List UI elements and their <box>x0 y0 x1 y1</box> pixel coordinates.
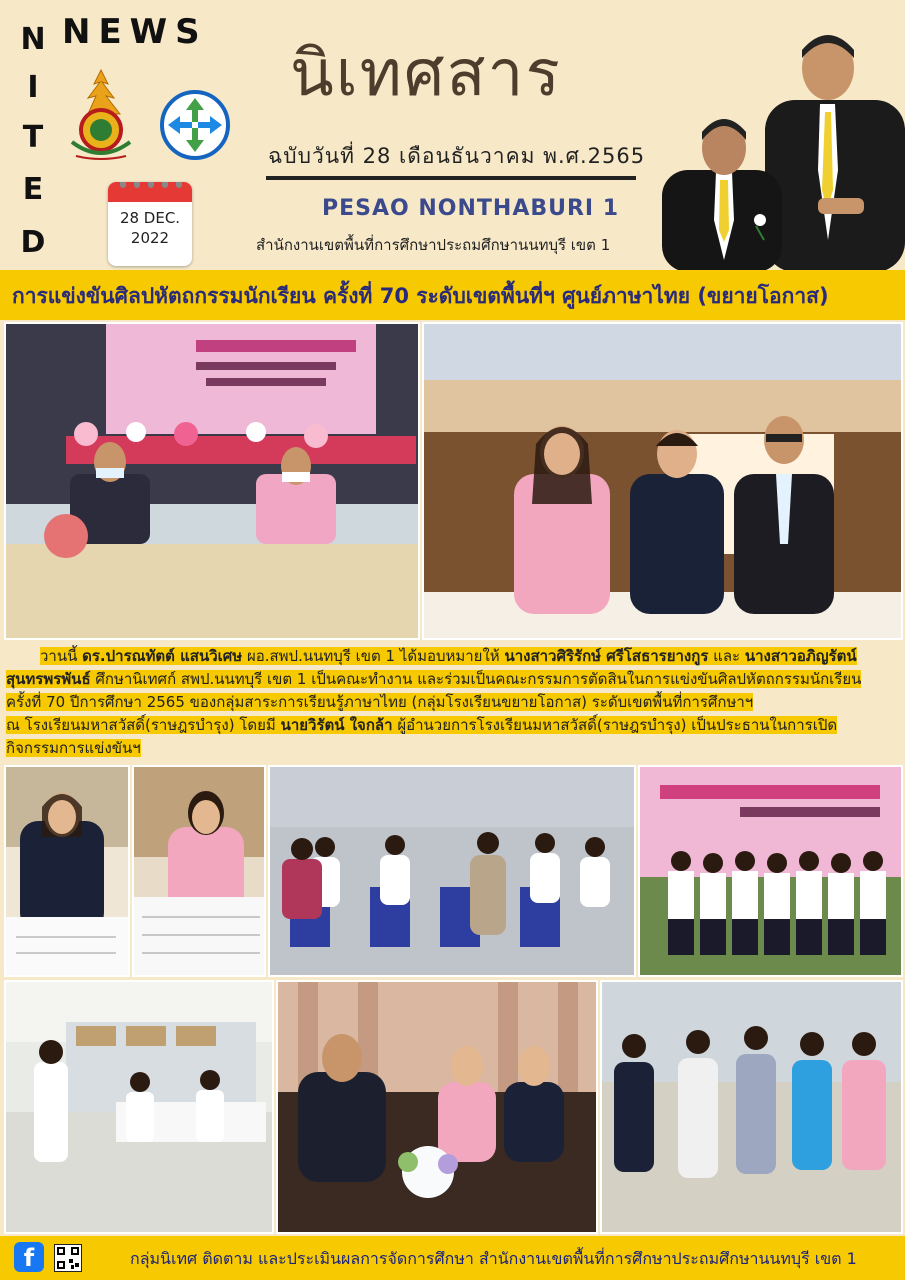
article-name-director: ดร.ปารณทัตต์ แสนวิเศษ <box>82 647 243 665</box>
issue-date: ฉบับวันที่ 28 เดือนธันวาคม พ.ศ.2565 <box>268 144 646 168</box>
article-text: ผู้อำนวยการโรงเรียนมหาสวัสดิ์(ราษฎรบำรุง) เป็นประธานในการเปิด <box>392 716 838 734</box>
article-paragraph <box>6 645 901 760</box>
photo-judge-writing-1 <box>4 765 130 977</box>
arrows-logo-icon <box>160 90 230 160</box>
photo-opening-ceremony <box>4 322 420 640</box>
photo-judge-writing-2 <box>132 765 266 977</box>
article-text: ผอ.สพป.นนทบุรี เขต 1 ได้มอบหมายให้ <box>242 647 505 665</box>
qr-code-icon[interactable] <box>54 1244 82 1272</box>
calendar-year: 2022 <box>130 229 170 247</box>
article-text: ณ โรงเรียนมหาสวัสดิ์(ราษฎรบำรุง) โดยมี <box>6 716 281 734</box>
masthead-letter-n: N <box>20 22 46 57</box>
article-line-5: กิจกรรมการแข่งขันฯ <box>6 739 141 757</box>
article-name-supervisor-1: นางสาวศิริรักษ์ ศรีโสธารยางกูร <box>504 647 709 665</box>
title-divider <box>266 176 636 180</box>
photo-judges-standing <box>422 322 903 640</box>
photo-students-seated <box>268 765 636 977</box>
calendar-icon <box>108 182 192 266</box>
news-label: NEWS <box>62 12 208 52</box>
masthead-letter-d: D <box>20 225 46 260</box>
article-text: และ <box>708 647 745 665</box>
photo-classroom-competition <box>4 980 274 1234</box>
article-name-principal: นายวิรัตน์ ใจกล้า <box>280 716 393 734</box>
obec-logo-icon <box>62 68 140 164</box>
masthead-letter-i: I <box>27 70 39 105</box>
footer-text: กลุ่มนิเทศ ติดตาม และประเมินผลการจัดการศึกษา สำนักงานเขตพื้นที่การศึกษาประถมศึกษานนทบุรี เขต 1 <box>130 1249 857 1268</box>
footer-bar <box>0 1236 905 1280</box>
calendar-day: 28 DEC. <box>119 209 181 227</box>
officials-portrait <box>660 20 905 272</box>
masthead-letter-t: T <box>22 120 44 155</box>
masthead-letter-e: E <box>22 172 44 207</box>
headline-banner <box>0 270 905 320</box>
article-name-supervisor-2a: นางสาวอภิญรัตน์ <box>744 647 857 665</box>
article-line-3: ครั้งที่ 70 ปีการศึกษา 2565 ของกลุ่มสาระการเรียนรู้ภาษาไทย (กลุ่มโรงเรียนขยายโอกาส) ระดับเขตพื้นที่การศึกษาฯ <box>6 693 754 711</box>
article-name-supervisor-2b: สุนทรพรพันธ์ <box>6 670 91 688</box>
facebook-icon[interactable]: f <box>14 1242 44 1272</box>
photo-committee-group <box>600 980 903 1234</box>
newsletter-title: นิเทศสาร <box>290 37 562 111</box>
photo-judges-seated <box>276 980 598 1234</box>
article-text: วานนี้ <box>40 647 83 665</box>
article-text: ศึกษานิเทศก์ สพป.นนทบุรี เขต 1 เป็นคณะทำงาน และร่วมเป็นคณะกรรมการตัดสินในการแข่งขันศิลปหัตถกรรมนักเรียน <box>90 670 862 688</box>
headline-text: การแข่งขันศิลปหัตถกรรมนักเรียน ครั้งที่ 70 ระดับเขตพื้นที่ฯ ศูนย์ภาษาไทย (ขยายโอกาส) <box>12 284 829 308</box>
org-name-th: สำนักงานเขตพื้นที่การศึกษาประถมศึกษานนทบุรี เขต 1 <box>256 236 611 254</box>
photo-student-group <box>638 765 903 977</box>
org-name-en: PESAO NONTHABURI 1 <box>322 196 620 221</box>
